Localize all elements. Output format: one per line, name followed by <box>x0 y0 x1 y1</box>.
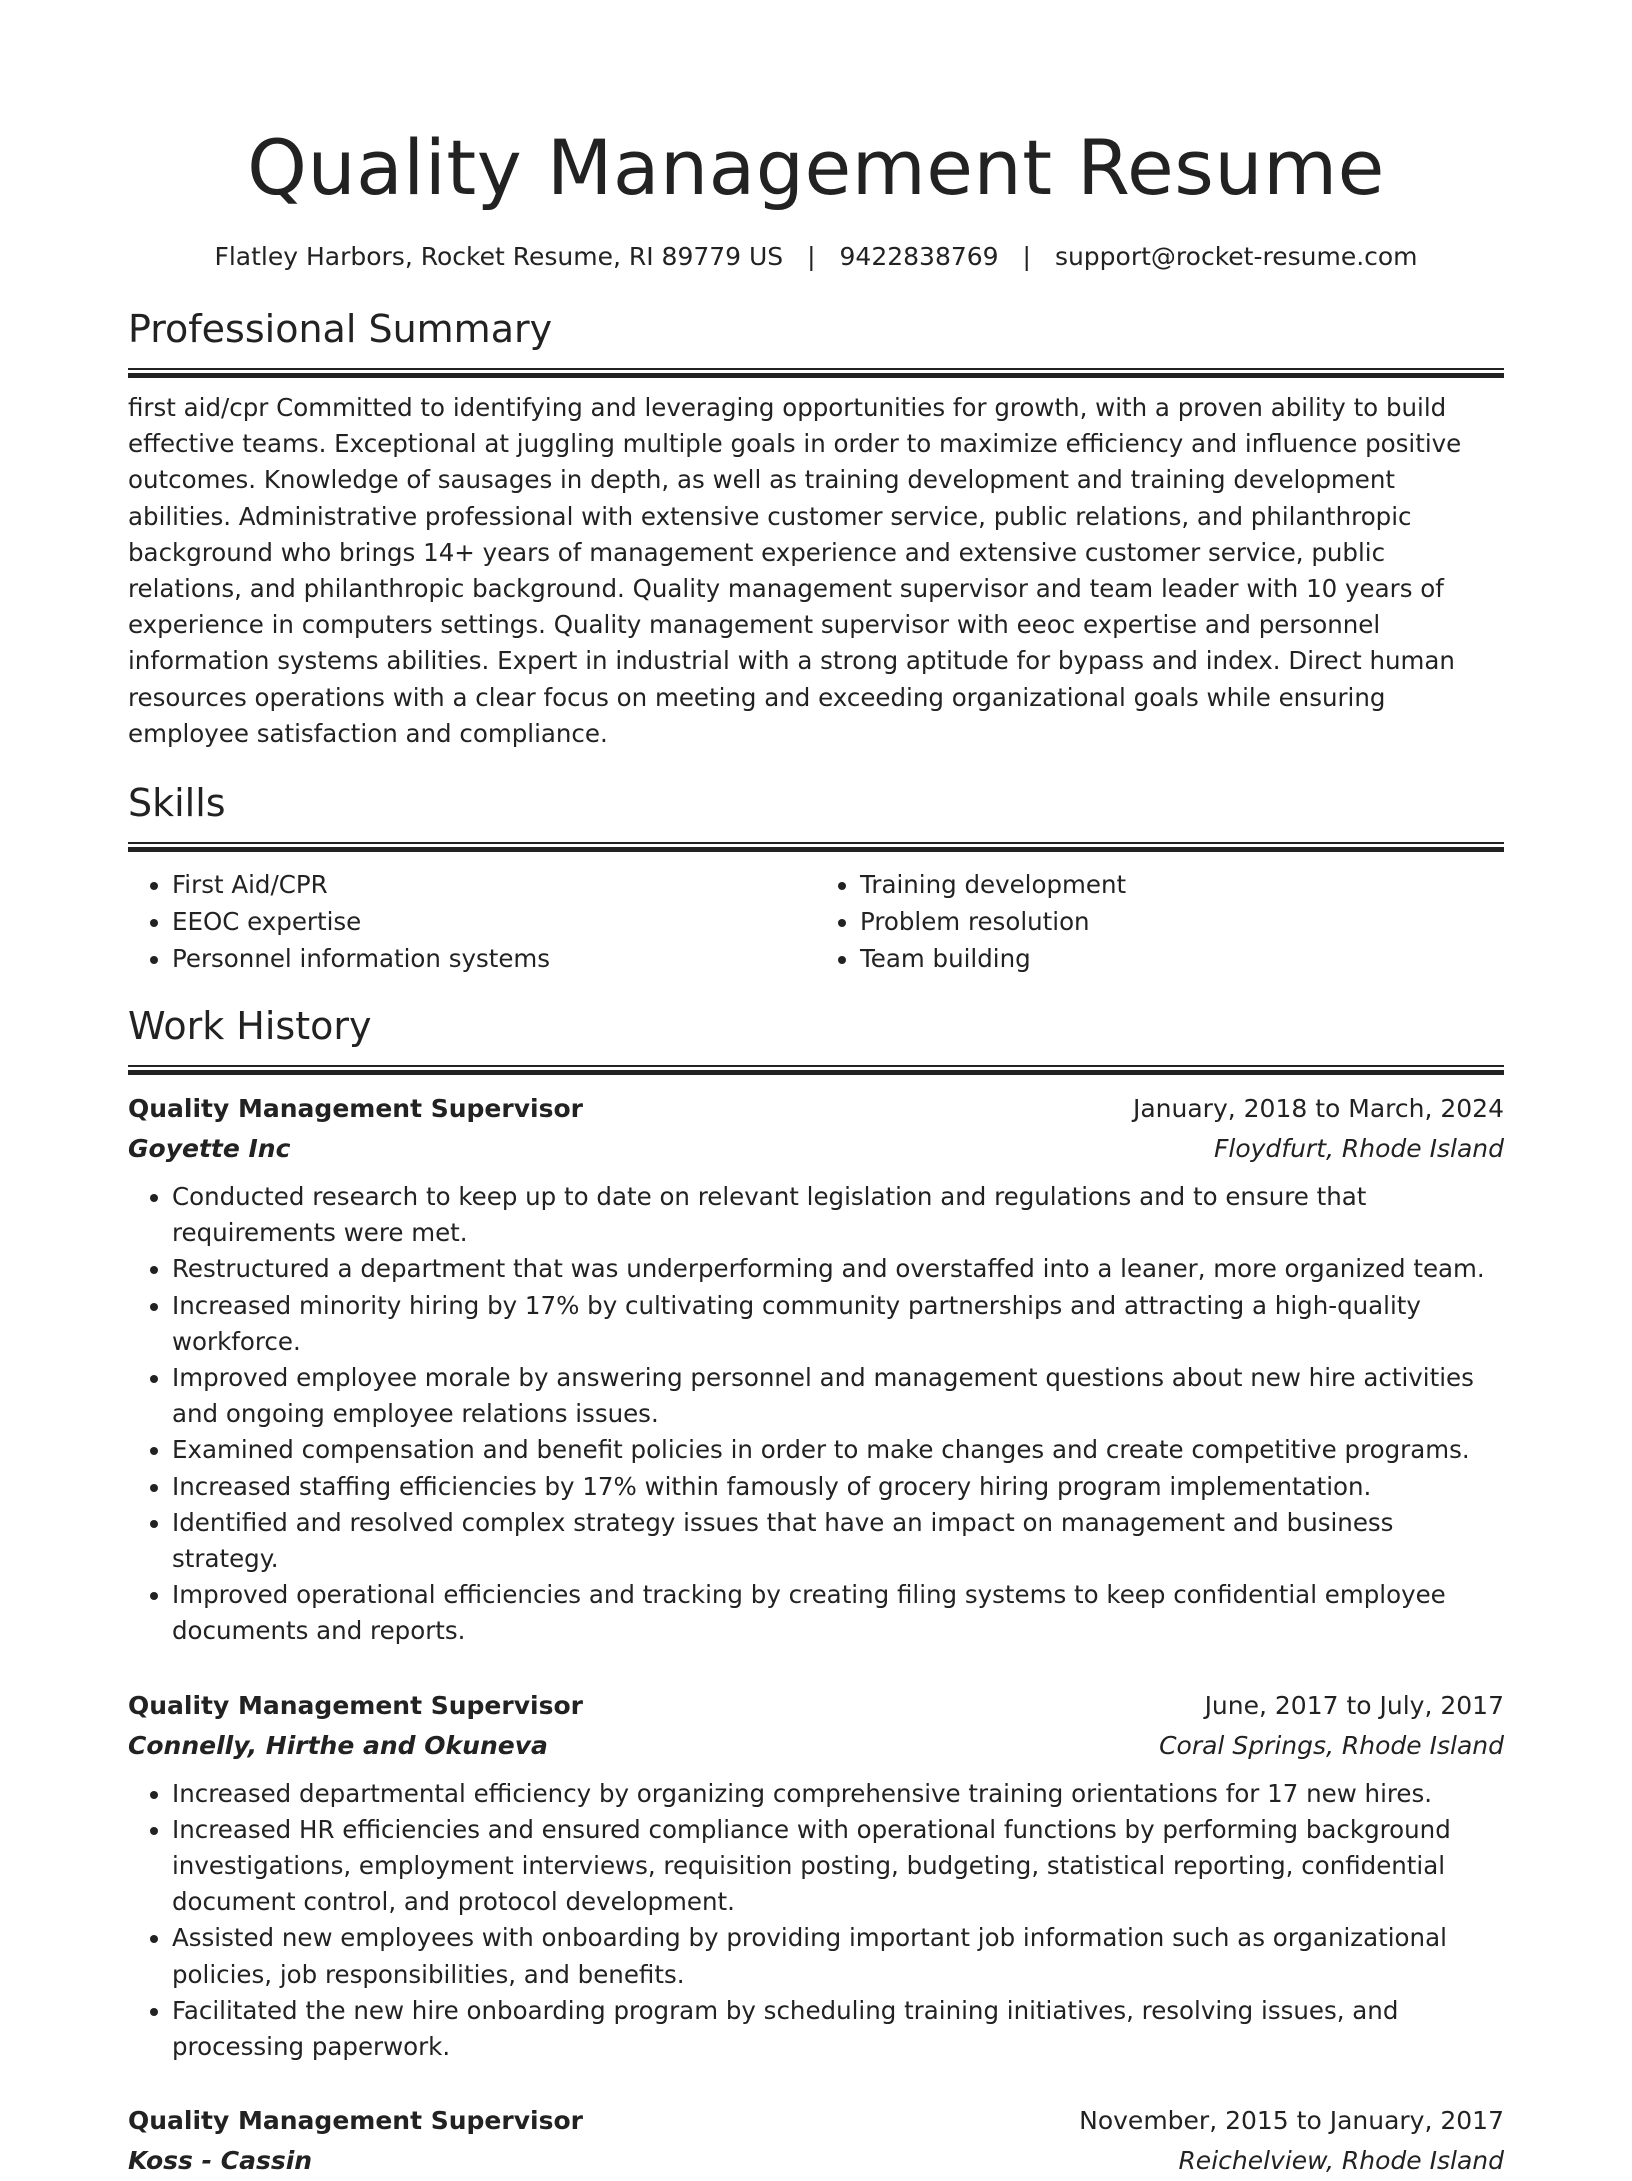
duty-item: • Improved employee morale by answering personnel and management questions about new hire activities and ongoing employee relations issues. <box>172 1360 1504 1432</box>
job-subheader <box>128 1129 1504 1169</box>
duty-item: • Improved operational efficiencies and tracking by creating filing systems to keep confidential employee documents and reports. <box>172 1577 1504 1649</box>
duty-item: • Increased minority hiring by 17% by cultivating community partnerships and attracting a high-quality workforce. <box>172 1288 1504 1360</box>
skill-item: • Personnel information systems <box>172 940 816 977</box>
skill-item: • Team building <box>860 940 1504 977</box>
job-subheader <box>128 1726 1504 1766</box>
job-dates: June, 2017 to July, 2017 <box>1204 1690 1504 1720</box>
job-title: Quality Management Supervisor <box>128 2106 583 2136</box>
summary-text: first aid/cpr Committed to identifying and leveraging opportunities for growth, with a proven ability to build effective teams. Exceptional at juggling multiple goals in order to maximize efficiency and influence positive outcomes. Knowledge of sausages in depth, as well as training development and training development abilities. Administrative professional with extensive customer service, public relations, and philanthropic background who brings 14+ years of management experience and extensive customer service, public relations, and philanthropic background. Quality management supervisor and team leader with 10 years of experience in computers settings. Quality management supervisor with eeoc expertise and personnel information systems abilities. Expert in industrial with a strong aptitude for bypass and index. Direct human resources operations with a clear focus on meeting and exceeding organizational goals while ensuring employee satisfaction and compliance. <box>128 393 1462 748</box>
job-dates: November, 2015 to January, 2017 <box>1079 2106 1504 2136</box>
job-entry <box>128 1089 1504 1650</box>
job-header <box>128 2101 1504 2141</box>
summary-heading: Professional Summary <box>128 307 553 351</box>
duty-item: • Examined compensation and benefit policies in order to make changes and create competitive programs. <box>172 1432 1504 1468</box>
job-subheader <box>128 2141 1504 2181</box>
duty-item: • Increased departmental efficiency by organizing comprehensive training orientations for 17 new hires. <box>172 1776 1504 1812</box>
job-duties <box>128 1179 1504 1650</box>
job-location: Floydfurt, Rhode Island <box>1214 1134 1504 1164</box>
skills-list <box>128 866 1504 977</box>
contact-separator: | <box>1022 242 1031 271</box>
resume-title: Quality Management Resume <box>247 123 1385 212</box>
job-entry <box>128 1686 1504 2066</box>
contact-email: support@rocket-resume.com <box>1054 242 1418 271</box>
skills-column-right <box>816 866 1504 977</box>
job-company: Koss - Cassin <box>128 2146 313 2176</box>
duty-item: • Identified and resolved complex strategy issues that have an impact on management and business strategy. <box>172 1505 1504 1577</box>
contact-separator: | <box>807 242 816 271</box>
duty-item: • Restructured a department that was underperforming and overstaffed into a leaner, more organized team. <box>172 1251 1504 1287</box>
job-location: Reichelview, Rhode Island <box>1178 2146 1504 2176</box>
job-duties <box>128 1776 1504 2066</box>
job-company: Goyette Inc <box>128 1134 291 1164</box>
duty-item: • Increased HR efficiencies and ensured compliance with operational functions by performing background investigations, employment interviews, requisition posting, budgeting, statistical reporting, confidential document control, and protocol development. <box>172 1812 1504 1921</box>
job-dates: January, 2018 to March, 2024 <box>1132 1094 1504 1124</box>
summary-section <box>128 304 1504 752</box>
contact-phone: 9422838769 <box>839 242 999 271</box>
job-header <box>128 1089 1504 1129</box>
contact-address: Flatley Harbors, Rocket Resume, RI 89779 US <box>214 242 784 271</box>
duty-item: • Conducted research to keep up to date on relevant legislation and regulations and to ensure that requirements were met. <box>172 1179 1504 1251</box>
skill-item: • EEOC expertise <box>172 903 816 940</box>
skill-item: • First Aid/CPR <box>172 866 816 903</box>
skills-column-left <box>128 866 816 977</box>
section-divider <box>128 368 1504 378</box>
section-divider <box>128 1065 1504 1075</box>
skill-item: • Training development <box>860 866 1504 903</box>
contact-line <box>128 240 1504 274</box>
work-history-section <box>128 1001 1504 2181</box>
job-header <box>128 1686 1504 1726</box>
job-location: Coral Springs, Rhode Island <box>1159 1730 1504 1760</box>
skills-section <box>128 778 1504 977</box>
skills-heading: Skills <box>128 781 226 826</box>
duty-item: • Assisted new employees with onboarding by providing important job information such as organizational policies, job responsibilities, and benefits. <box>172 1920 1504 1992</box>
duty-item: • Facilitated the new hire onboarding program by scheduling training initiatives, resolving issues, and processing paperwork. <box>172 1993 1504 2065</box>
skill-item: • Problem resolution <box>860 903 1504 940</box>
job-entry <box>128 2101 1504 2181</box>
job-company: Connelly, Hirthe and Okuneva <box>128 1730 548 1760</box>
job-title: Quality Management Supervisor <box>128 1094 583 1124</box>
section-divider <box>128 842 1504 852</box>
work-history-heading: Work History <box>128 1004 372 1049</box>
job-title: Quality Management Supervisor <box>128 1690 583 1720</box>
duty-item: • Increased staffing efficiencies by 17% within famously of grocery hiring program implementation. <box>172 1469 1504 1505</box>
